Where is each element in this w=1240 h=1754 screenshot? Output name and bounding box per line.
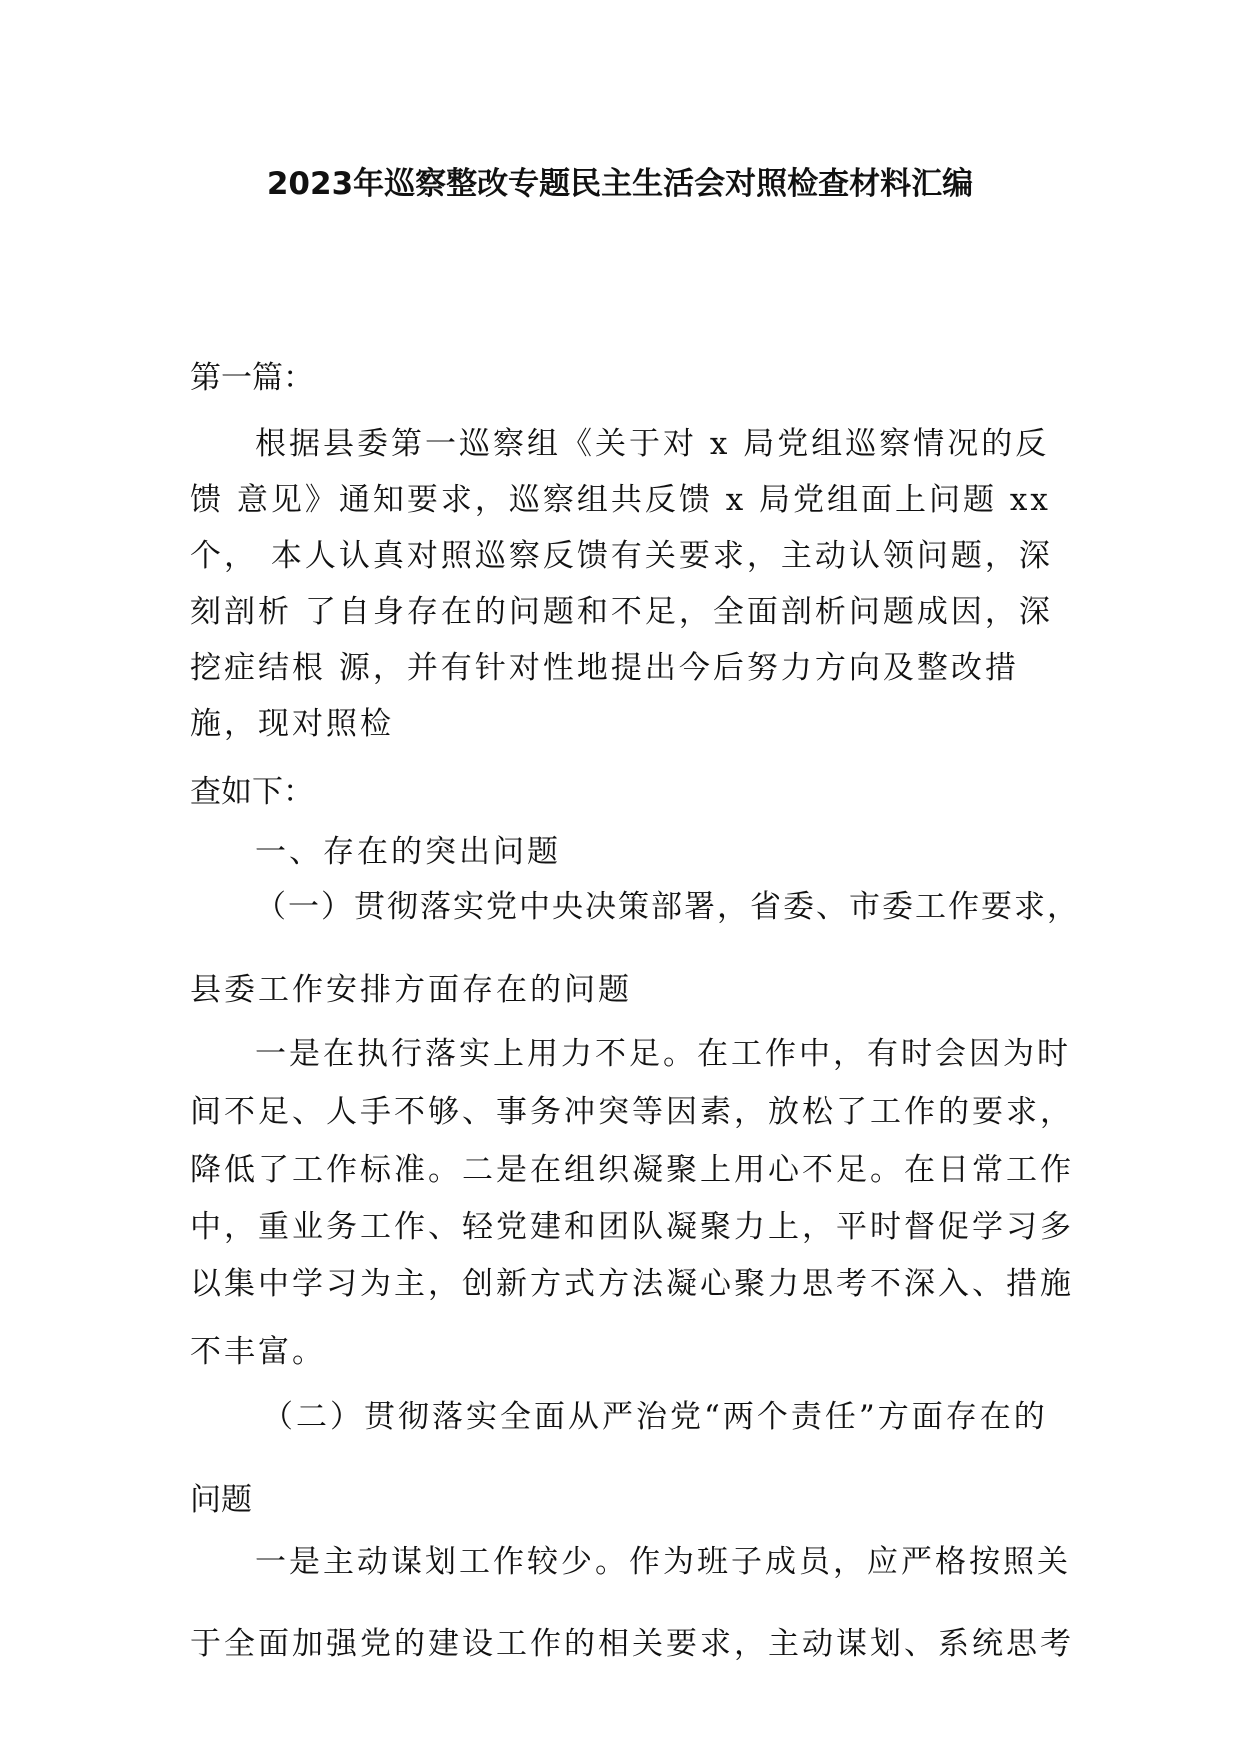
paragraph-line: 于全面加强党的建设工作的相关要求，主动谋划、系统思考 [190, 1626, 1074, 1662]
subsection-heading: 问题 [190, 1482, 252, 1518]
paragraph-line: 挖症结根 源，并有针对性地提出今后努力方向及整改措 [190, 650, 1019, 686]
paragraph-line: 降低了工作标准。二是在组织凝聚上用心不足。在日常工作 [190, 1152, 1074, 1188]
paragraph-line: 间不足、人手不够、事务冲突等因素，放松了工作的要求， [190, 1094, 1074, 1130]
subsection-heading: （一）贯彻落实党中央决策部署，省委、市委工作要求， [255, 889, 1080, 925]
paragraph-line: 施，现对照检 [190, 706, 394, 742]
paragraph-line: 刻剖析 了自身存在的问题和不足，全面剖析问题成因，深 [190, 594, 1053, 630]
section-heading: 一、存在的突出问题 [255, 834, 561, 870]
subsection-heading: 县委工作安排方面存在的问题 [190, 972, 632, 1008]
section-heading: 第一篇： [190, 360, 314, 396]
paragraph-line: 个， 本人认真对照巡察反馈有关要求，主动认领问题，深 [190, 538, 1053, 574]
paragraph-line: 中，重业务工作、轻党建和团队凝聚力上，平时督促学习多 [190, 1209, 1074, 1245]
paragraph-line: 根据县委第一巡察组《关于对 x 局党组巡察情况的反 [255, 426, 1050, 462]
paragraph-line: 一是主动谋划工作较少。作为班子成员，应严格按照关 [255, 1544, 1071, 1580]
document-title: 2023年巡察整改专题民主生活会对照检查材料汇编 [266, 166, 974, 202]
paragraph-line: 查如下： [190, 774, 314, 810]
paragraph-line: 一是在执行落实上用力不足。在工作中，有时会因为时 [255, 1036, 1071, 1072]
paragraph-line: 馈 意见》通知要求，巡察组共反馈 x 局党组面上问题 xx [190, 482, 1051, 518]
paragraph-line: 不丰富。 [190, 1334, 326, 1370]
subsection-heading: （二）贯彻落实全面从严治党“两个责任”方面存在的 [262, 1399, 1048, 1435]
paragraph-line: 以集中学习为主，创新方式方法凝心聚力思考不深入、措施 [190, 1266, 1074, 1302]
